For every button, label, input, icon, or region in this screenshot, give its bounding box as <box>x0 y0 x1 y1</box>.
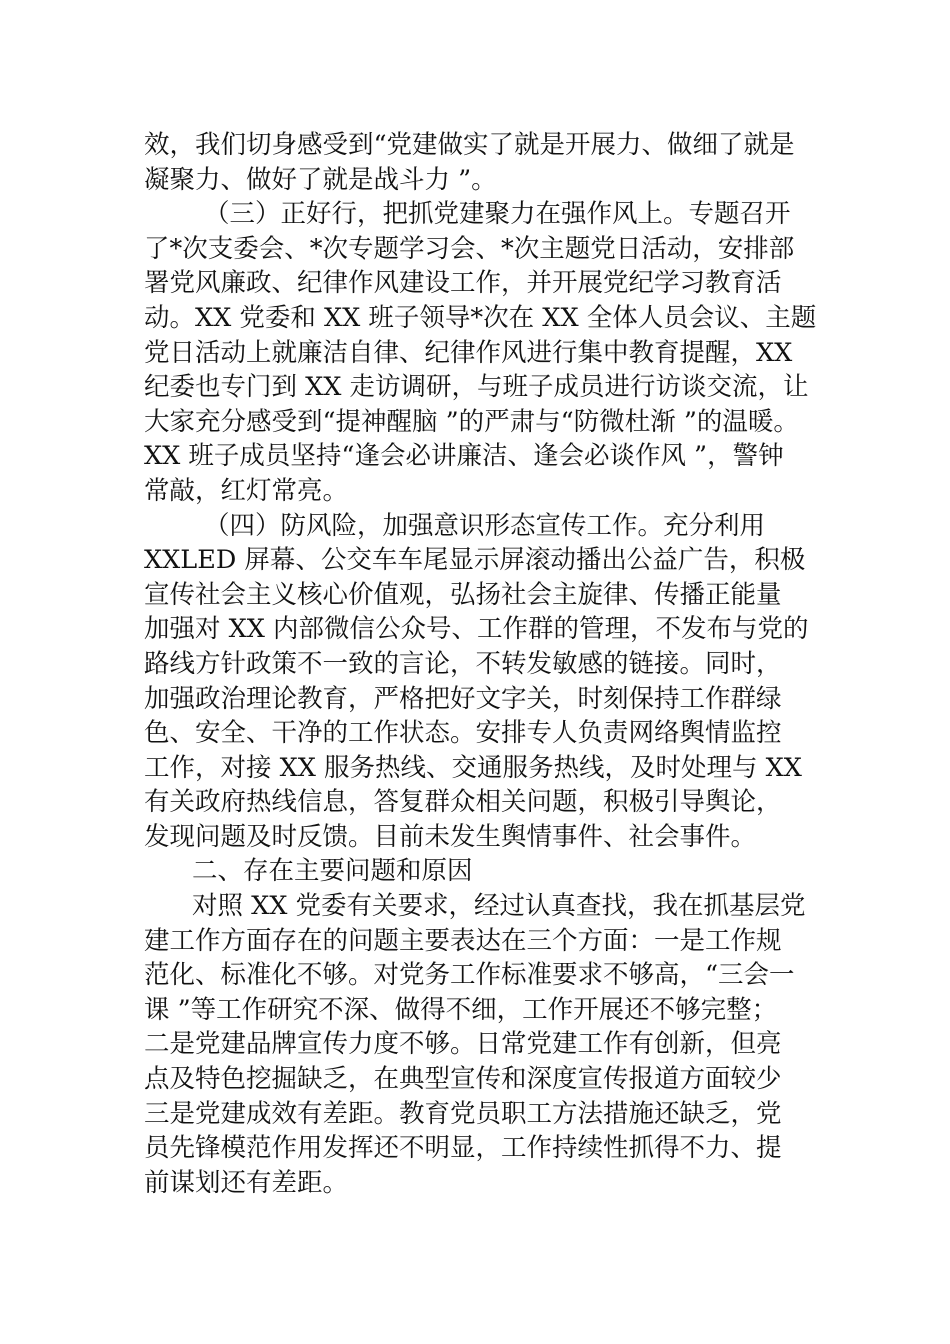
text-line: 署党风廉政、纪律作风建设工作，并开展党纪学习教育活 <box>144 268 782 299</box>
text-line: 纪委也专门到 XX 走访调研，与班子成员进行访谈交流，让 <box>144 372 809 403</box>
text-line: 发现问题及时反馈。目前未发生舆情事件、社会事件。 <box>144 821 757 852</box>
text-line: 员先锋模范作用发挥还不明显，工作持续性抓得不力、提 <box>144 1133 782 1164</box>
text-line: XX 班子成员坚持“逢会必讲廉洁、逢会必谈作风 ”，警钟 <box>144 441 784 472</box>
text-line: 范化、标准化不够。对党务工作标准要求不够高，“三会一 <box>144 960 795 991</box>
text-line: （四）防风险，加强意识形态宣传工作。充分利用 <box>204 510 766 541</box>
text-line: 对照 XX 党委有关要求，经过认真查找，我在抓基层党 <box>192 891 806 922</box>
text-line: 了*次支委会、*次专题学习会、*次主题党日活动，安排部 <box>144 233 795 264</box>
text-line: 动。XX 党委和 XX 班子领导*次在 XX 全体人员会议、主题 <box>144 302 817 333</box>
text-line: 宣传社会主义核心价值观，弘扬社会主旋律、传播正能量 <box>144 579 782 610</box>
text-line: 党日活动上就廉洁自律、纪律作风进行集中教育提醒，XX <box>144 337 793 368</box>
text-line: 前谋划还有差距。 <box>144 1167 349 1198</box>
text-line: 三是党建成效有差距。教育党员职工方法措施还缺乏，党 <box>144 1098 782 1129</box>
text-line: 加强政治理论教育，严格把好文字关，时刻保持工作群绿 <box>144 683 782 714</box>
text-line: 工作，对接 XX 服务热线、交通服务热线，及时处理与 XX <box>144 752 802 783</box>
text-line: 点及特色挖掘缺乏，在典型宣传和深度宣传报道方面较少 <box>144 1064 782 1095</box>
text-line: 常敲，红灯常亮。 <box>144 475 349 506</box>
text-line: 有关政府热线信息，答复群众相关问题，积极引导舆论， <box>144 787 782 818</box>
text-line: 二是党建品牌宣传力度不够。日常党建工作有创新，但亮 <box>144 1029 782 1060</box>
text-line: 色、安全、干净的工作状态。安排专人负责网络舆情监控 <box>144 718 782 749</box>
text-line: 加强对 XX 内部微信公众号、工作群的管理，不发布与党的 <box>144 614 809 645</box>
text-line: 路线方针政策不一致的言论，不转发敏感的链接。同时， <box>144 648 782 679</box>
text-line: 效，我们切身感受到“党建做实了就是开展力、做细了就是 <box>144 130 795 160</box>
text-line: 凝聚力、做好了就是战斗力 ”。 <box>144 164 497 195</box>
text-line: XXLED 屏幕、公交车车尾显示屏滚动播出公益广告，积极 <box>144 545 806 576</box>
text-line: 课 ”等工作研究不深、做得不细，工作开展还不够完整； <box>144 994 778 1025</box>
text-line: 建工作方面存在的问题主要表达在三个方面：一是工作规 <box>144 925 782 956</box>
section-heading: 二、存在主要问题和原因 <box>192 856 473 887</box>
text-line: 大家充分感受到“提神醒脑 ”的严肃与“防微杜渐 ”的温暖。 <box>144 406 799 437</box>
document-body <box>144 128 824 1200</box>
text-line: （三）正好行，把抓党建聚力在强作风上。专题召开 <box>204 199 791 230</box>
